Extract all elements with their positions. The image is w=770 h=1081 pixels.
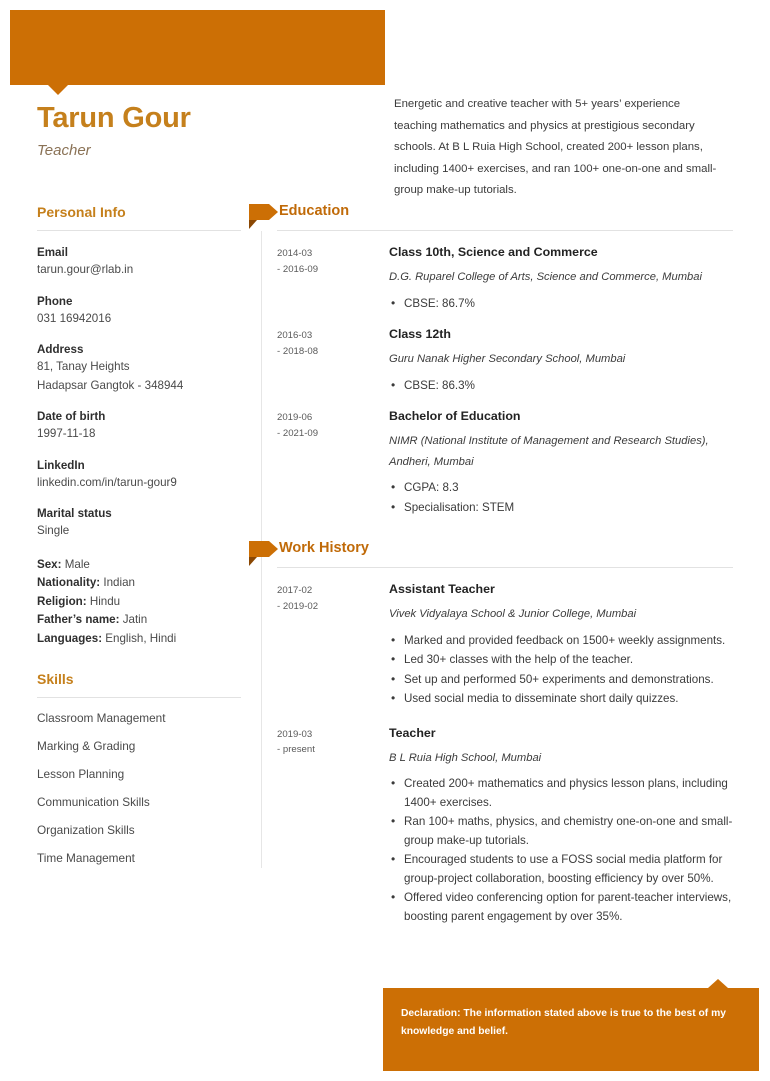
entry-org: B L Ruia High School, Mumbai bbox=[389, 751, 542, 764]
entry-date-start: 2019-03 bbox=[277, 728, 313, 740]
entry-title: Bachelor of Education bbox=[389, 409, 521, 423]
inline-fact-value: Male bbox=[64, 557, 90, 571]
personal-info-section bbox=[37, 203, 241, 648]
entry-date-end: - 2019-02 bbox=[277, 600, 319, 612]
entry-dates bbox=[277, 246, 377, 277]
entry-bullets bbox=[389, 479, 739, 517]
work-entry bbox=[249, 725, 739, 927]
personal-info-title: Personal Info bbox=[37, 204, 126, 220]
entry-date-end: - present bbox=[277, 744, 315, 755]
inline-fact-value: English, Hindi bbox=[105, 631, 177, 645]
info-label: Marital status bbox=[37, 507, 112, 520]
education-divider bbox=[277, 230, 733, 231]
education-entry bbox=[249, 408, 739, 517]
inline-fact bbox=[37, 611, 241, 630]
inline-fact-label: Religion: bbox=[37, 594, 87, 608]
header-bar-notch-triangle bbox=[48, 85, 68, 95]
info-value: 81, Tanay Heights bbox=[37, 360, 130, 373]
inline-facts-list bbox=[37, 556, 241, 649]
entry-title: Class 12th bbox=[389, 327, 451, 341]
candidate-job-title: Teacher bbox=[37, 142, 91, 159]
header-accent-bar bbox=[10, 10, 385, 85]
work-history-section bbox=[249, 538, 739, 926]
info-value: 031 16942016 bbox=[37, 311, 112, 325]
education-section bbox=[249, 201, 739, 517]
skill-item: Organization Skills bbox=[37, 823, 135, 838]
declaration-box bbox=[383, 988, 759, 1071]
skill-item: Lesson Planning bbox=[37, 767, 125, 782]
candidate-name: Tarun Gour bbox=[37, 102, 191, 134]
education-title: Education bbox=[279, 203, 350, 219]
skill-item: Time Management bbox=[37, 851, 135, 866]
info-value: tarun.gour@rlab.in bbox=[37, 263, 134, 276]
entry-bullet: • CBSE: 86.7% bbox=[389, 295, 739, 314]
entry-bullet: • CGPA: 8.3 bbox=[389, 479, 739, 498]
education-entry bbox=[249, 244, 739, 313]
info-label: Email bbox=[37, 246, 68, 259]
entry-date-start: 2017-02 bbox=[277, 585, 313, 596]
skill-item: Marking & Grading bbox=[37, 739, 136, 754]
work-history-section-head bbox=[249, 538, 739, 562]
info-label: Address bbox=[37, 343, 84, 356]
entry-org: Vivek Vidyalaya School & Junior College, Mumbai bbox=[389, 608, 637, 620]
entry-title: Teacher bbox=[389, 725, 436, 740]
work-history-title: Work History bbox=[279, 540, 369, 556]
info-item bbox=[37, 457, 241, 493]
entry-org: NIMR (National Institute of Management and Research Studies), Andheri, Mumbai bbox=[389, 435, 709, 468]
flag-marker-icon bbox=[249, 204, 279, 220]
skills-title: Skills bbox=[37, 671, 74, 688]
inline-fact-label: Sex: bbox=[37, 557, 62, 571]
entry-bullets bbox=[389, 632, 739, 709]
personal-info-divider bbox=[37, 230, 241, 231]
entry-dates bbox=[277, 727, 377, 758]
entry-dates bbox=[277, 410, 377, 441]
entry-date-start: 2019-06 bbox=[277, 412, 313, 423]
inline-fact-value: Jatin bbox=[122, 613, 148, 627]
main-content bbox=[249, 201, 739, 927]
inline-fact-label: Languages: bbox=[37, 631, 103, 645]
sidebar bbox=[37, 203, 241, 879]
info-label: LinkedIn bbox=[37, 458, 85, 472]
info-value: 1997-11-18 bbox=[37, 427, 96, 440]
inline-fact-label: Father’s name: bbox=[37, 613, 120, 627]
entry-bullet: • Encouraged students to use a FOSS social media platform for group-project collaboration, boosting efficiency by over 50%. bbox=[389, 851, 739, 888]
inline-fact bbox=[37, 593, 241, 612]
skills-divider bbox=[37, 697, 241, 698]
inline-fact-value: Indian bbox=[103, 576, 135, 590]
name-block bbox=[37, 101, 377, 160]
info-item bbox=[37, 341, 241, 395]
info-item bbox=[37, 408, 241, 444]
entry-title: Class 10th, Science and Commerce bbox=[389, 245, 598, 259]
info-label: Date of birth bbox=[37, 410, 106, 423]
entry-bullet: • Marked and provided feedback on 1500+ weekly assignments. bbox=[389, 632, 739, 651]
entry-date-end: - 2021-09 bbox=[277, 427, 319, 439]
skill-item: Communication Skills bbox=[37, 795, 150, 810]
inline-fact-label: Nationality: bbox=[37, 576, 101, 590]
entry-bullets bbox=[389, 775, 739, 926]
info-label: Phone bbox=[37, 294, 73, 308]
info-item bbox=[37, 293, 241, 329]
entry-bullet: • Offered video conferencing option for parent-teacher interviews, boosting parent engagement by over 35%. bbox=[389, 889, 739, 926]
entry-date-end: - 2016-09 bbox=[277, 263, 319, 275]
info-value: Single bbox=[37, 524, 70, 537]
entry-bullet: • Ran 100+ maths, physics, and chemistry one-on-one and small-group make-up tutorials. bbox=[389, 813, 739, 850]
entry-date-start: 2016-03 bbox=[277, 330, 313, 341]
entry-org: Guru Nanak Higher Secondary School, Mumbai bbox=[389, 353, 626, 365]
professional-summary: Energetic and creative teacher with 5+ years’ experience teaching mathematics and physics at prestigious secondary schools. At B L Ruia High School, created 200+ lesson plans, including 1400+ exercises, and ran 100+ one-on-one and small-group make-up tutorials. bbox=[394, 98, 717, 196]
entry-bullet: • CBSE: 86.3% bbox=[389, 377, 739, 396]
inline-fact-value: Hindu bbox=[89, 594, 121, 608]
entry-bullet: • Used social media to disseminate short daily quizzes. bbox=[389, 690, 739, 709]
education-section-head bbox=[249, 201, 739, 225]
inline-fact bbox=[37, 630, 241, 649]
linkedin-url[interactable]: linkedin.com/in/tarun-gour9 bbox=[37, 475, 177, 489]
entry-bullet: • Created 200+ mathematics and physics lesson plans, including 1400+ exercises. bbox=[389, 775, 739, 812]
info-item bbox=[37, 505, 241, 541]
work-entry bbox=[249, 581, 739, 709]
info-item bbox=[37, 244, 241, 280]
entry-date-start: 2014-03 bbox=[277, 248, 313, 259]
entry-bullet: • Set up and performed 50+ experiments and demonstrations. bbox=[389, 671, 739, 690]
entry-dates bbox=[277, 328, 377, 359]
flag-marker-icon bbox=[249, 541, 279, 557]
entry-date-end: - 2018-08 bbox=[277, 345, 319, 357]
inline-fact bbox=[37, 556, 241, 575]
entry-title: Assistant Teacher bbox=[389, 582, 495, 596]
info-value: Hadapsar Gangtok - 348944 bbox=[37, 378, 184, 392]
skill-item: Classroom Management bbox=[37, 711, 166, 726]
entry-dates bbox=[277, 583, 377, 614]
inline-fact bbox=[37, 574, 241, 593]
declaration-text: Declaration: The information stated above is true to the best of my knowledge and belief. bbox=[401, 1008, 726, 1037]
work-history-divider bbox=[277, 567, 733, 568]
entry-org: D.G. Ruparel College of Arts, Science and Commerce, Mumbai bbox=[389, 271, 702, 283]
entry-bullet: • Specialisation: STEM bbox=[389, 499, 739, 518]
entry-bullets bbox=[389, 295, 739, 314]
declaration-notch-triangle bbox=[708, 979, 728, 988]
skills-section bbox=[37, 670, 241, 865]
education-entry bbox=[249, 326, 739, 395]
entry-bullet: • Led 30+ classes with the help of the teacher. bbox=[389, 651, 739, 670]
entry-bullets bbox=[389, 377, 739, 396]
